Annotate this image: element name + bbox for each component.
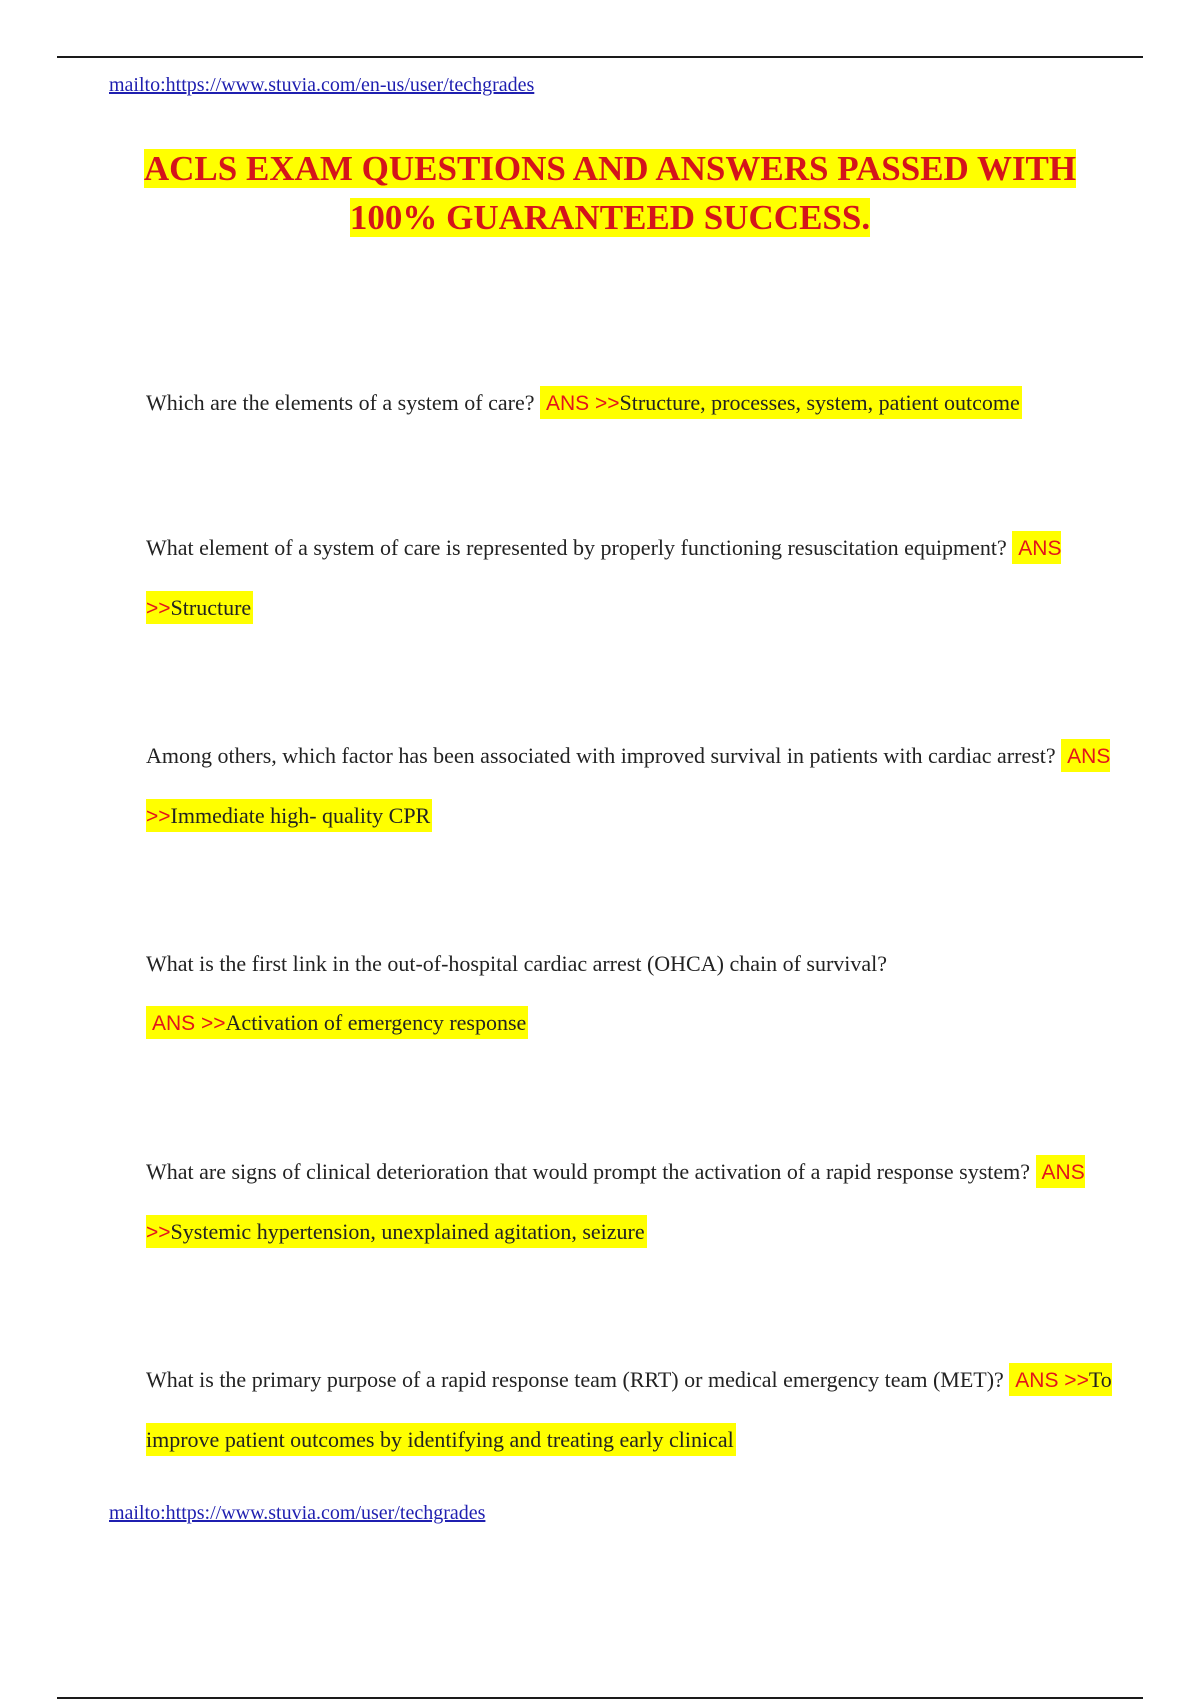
question-text: What are signs of clinical deterioration that would prompt the activation of a rapid response system? — [146, 1159, 1031, 1184]
title-line-1: ACLS EXAM QUESTIONS AND ANSWERS PASSED WITH — [143, 149, 1077, 188]
ans-label: ANS >> — [152, 1012, 226, 1035]
page-title — [60, 144, 1160, 242]
answer-text: Activation of emergency response — [225, 1010, 527, 1035]
answer-text: Systemic hypertension, unexplained agitation, seizure — [170, 1219, 645, 1244]
ans-label: ANS >> — [146, 1161, 1085, 1244]
answer-text: To improve patient outcomes by identifying and treating early clinical — [146, 1367, 1112, 1452]
qa-item-4 — [146, 934, 1126, 1053]
ans-label: ANS >> — [146, 537, 1062, 620]
answer-text: Structure — [170, 595, 252, 620]
qa-item-2 — [146, 518, 1126, 638]
question-text: What is the first link in the out-of-hospital cardiac arrest (OHCA) chain of survival? — [146, 951, 888, 976]
ans-label: ANS >> — [545, 392, 620, 415]
answer-text: Immediate high- quality CPR — [170, 803, 431, 828]
qa-item-5 — [146, 1142, 1126, 1262]
header-link[interactable]: mailto:https://www.stuvia.com/en-us/user/techgrades — [109, 74, 535, 96]
question-text: Among others, which factor has been associated with improved survival in patients with cardiac arrest? — [146, 743, 1056, 768]
question-text: Which are the elements of a system of care? — [146, 390, 535, 415]
question-text: What is the primary purpose of a rapid response team (RRT) or medical emergency team (MET)? — [146, 1367, 1004, 1392]
qa-item-6 — [146, 1350, 1126, 1469]
answer-highlight — [540, 386, 1022, 419]
bottom-rule — [57, 1697, 1143, 1699]
qa-item-1 — [146, 373, 1126, 433]
title-line-2: 100% GUARANTEED SUCCESS. — [349, 198, 871, 237]
ans-label: ANS >> — [1015, 1369, 1089, 1392]
footer-link[interactable]: mailto:https://www.stuvia.com/user/techgrades — [109, 1502, 486, 1524]
qa-item-3 — [146, 726, 1126, 846]
ans-label: ANS >> — [146, 745, 1111, 828]
answer-text: Structure, processes, system, patient outcome — [619, 390, 1020, 415]
top-rule — [57, 56, 1143, 58]
question-text: What element of a system of care is represented by properly functioning resuscitation equipment? — [146, 535, 1007, 560]
answer-highlight — [146, 1006, 528, 1039]
